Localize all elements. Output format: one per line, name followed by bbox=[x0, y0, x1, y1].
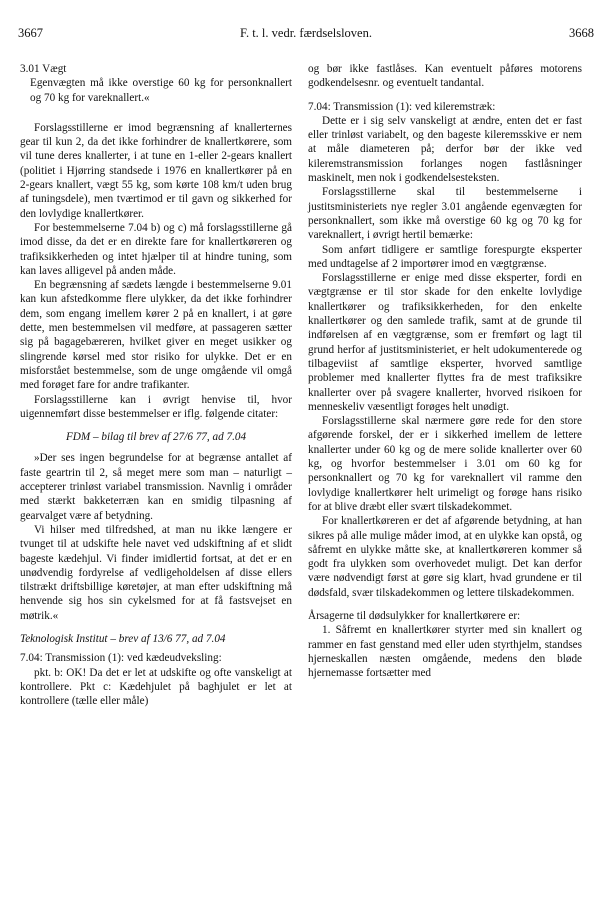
paragraph: Forslagsstillerne skal nærmere gøre rede for den store afgørende forskel, der er i sikkerhed imellem de lettere knallerter under 60 kg og de mere solide knallerter over 60 kg, og hvorfor bestemmelser i 3.01 om 60 kg for personknallert og 70 kg for vareknallert vil ramme den lovlydige knallertkører helt urimeligt og forøge hans risiko for at blive dræbt eller svært tilskadekommet. bbox=[308, 415, 582, 513]
paragraph: En begrænsning af sædets længde i bestemmelserne 9.01 kan kun afstedkomme flere ulykker, da det ikke forhindrer dem, som engang imellem kører 2 på en knallert, i at gøre dette, men bestemmelsen vil medføre, at passageren sætter sig på bagagebæreren, hvilket giver en meget usikker og slingrende kørsel med stor risiko for ulykke. Det er en misforstået bestemmelse, som de unge omgående vil omgå med forøget fare for andre trafikanter. bbox=[20, 279, 292, 392]
paragraph: For knallertkøreren er det af afgørende betydning, at han sikres på alle mulige måder imod, at en ulykke kan opstå, og såfremt en ulykke måtte ske, at knallertkøreren kommer så godt fra ulykken som overhovedet muligt. Det kan derfor være nødvendigt først at gøre sig klart, hvad grundene er til dødsfald, svær tilskadekommen og lettere tilskadekommen. bbox=[308, 515, 582, 599]
teknologisk-quote-heading: Teknologisk Institut – brev af 13/6 77, ad 7.04 bbox=[20, 632, 226, 645]
section-heading-3-01: 3.01 Vægt bbox=[20, 63, 67, 75]
running-header bbox=[18, 26, 594, 44]
paragraph: Forslagsstillerne skal til bestemmelserne i justitsministeriets nye regler 3.01 angående egenvægten for personknallert, som ikke må overstige 60 kg og 70 kg for vareknallert, i øvrigt hertil bemærke: bbox=[308, 186, 582, 242]
paragraph: Forslagsstillerne er imod begrænsning af knallerternes gear til kun 2, da det ikke forhindrer de knallertkørere, som vil tune deres knallerter, i at tune en 1-eller 2-gears knallert (politiet i Hjørring standsede i 1976 en knallertkører på en 2-gears knallert, vægt 55 kg, som kørte 108 km/t uden brug af tuningsdele), men tværtimod er til gavn og sikkerhed for den lovlydige knallertkører. bbox=[20, 121, 292, 220]
running-title: F. t. l. vedr. færdselsloven. bbox=[240, 26, 372, 40]
causes-heading: Årsagerne til dødsulykker for knallertkørere er: bbox=[308, 609, 521, 622]
quote-paragraph: Vi hilser med tilfredshed, at man nu ikke længere er tvunget til at udskifte hele navet ved udskiftning af et slidt bageste kædehjul. Vi finder imidlertid fortsat, at det er en unødvendig fordyrelse af vedligeholdelsen af disse ellers tilstrækt driftsbillige køretøjer, at man efter udskiftning må henvende sig hos sin cykelsmed for at få fastsvejset en møtrik.« bbox=[20, 523, 292, 622]
page-number-left: 3667 bbox=[18, 26, 43, 40]
page-number-right: 3668 bbox=[569, 26, 594, 40]
section-3-01-text: Egenvægten må ikke overstige 60 kg for personknallert og 70 kg for vareknallert.« bbox=[30, 77, 292, 104]
section-heading-7-04-chain: 7.04: Transmission (1): ved kædeudveksling: bbox=[20, 652, 222, 665]
fdm-quote-heading: FDM – bilag til brev af 27/6 77, ad 7.04 bbox=[65, 431, 247, 444]
paragraph: Dette er i sig selv vanskeligt at ændre, enten det er fast eller trinløst variabelt, og den bageste kileremsskive er nem at måle diameteren på; derfor bør der ikke ved kileremstransmission forlanges nogen fastlåsninger maskinelt, men nok i godkendelsesteksten. bbox=[308, 114, 582, 185]
left-column bbox=[20, 62, 292, 708]
quote-paragraph: »Der ses ingen begrundelse for at begrænse antallet af faste geartrin til 2, så meget mere som man – naturligt – accepterer trinløst variabel transmission. Navnlig i områder med stærkt bakketerræn kan en smidig tilpasning af gearvalget være af betydning. bbox=[20, 452, 292, 522]
paragraph: Forslagsstillerne er enige med disse eksperter, fordi en vægtgrænse er til stor skade for den enkelte lovlydige knallertkører og trafiksikkerheden, for den enkelte knallertkører og den samlede trafik, samt at de grunde til indførelsen af en vægtgrænse, som er fremført og lagt til grund herfor af justitsministeriet, er helt udokumenterede og tilbageviist af samtlige eksperter, hvorved samtlige problemer med knallerter flyttes fra de mest trafiksikre knallerter over på svagere knallerter, hvorved risikoen for menneskeliv væsentligt forøges helt unødigt. bbox=[308, 272, 582, 413]
section-heading-7-04-belt: 7.04: Transmission (1): ved kileremstræk: bbox=[308, 100, 496, 113]
right-column bbox=[308, 62, 582, 680]
paragraph: For bestemmelserne 7.04 b) og c) må forslagsstillerne gå imod disse, da det er en direkte fare for knallertkøreren og trafiksikkerheden og intet hjælper til at hindre tuning, som kan laves alligevel på anden måde. bbox=[20, 221, 292, 277]
paragraph: Som anført tidligere er samtlige forespurgte eksperter med undtagelse af 2 importører imod en vægtgrænse. bbox=[308, 243, 582, 270]
paragraph: Forslagsstillerne kan i øvrigt henvise til, hvor uigennemført disse bestemmelser er iflg. følgende citater: bbox=[20, 393, 292, 420]
paragraph: pkt. b: OK! Da det er let at udskifte og ofte vanskeligt at kontrollere. Pkt c: Kædehjulet på baghjulet er let at kontrollere (tælle eller måle) bbox=[20, 666, 292, 708]
paragraph-continued: og bør ikke fastlåses. Kan eventuelt påføres motorens godkendelsesnr. og eventuelt tandantal. bbox=[308, 63, 582, 90]
list-item: 1. Såfremt en knallertkører styrter med sin knallert og rammer en fast genstand med eller uden styrthjelm, standses hjerneskallen næsten omgående, medens den bløde hjernemasse fortsætter med bbox=[308, 624, 582, 680]
